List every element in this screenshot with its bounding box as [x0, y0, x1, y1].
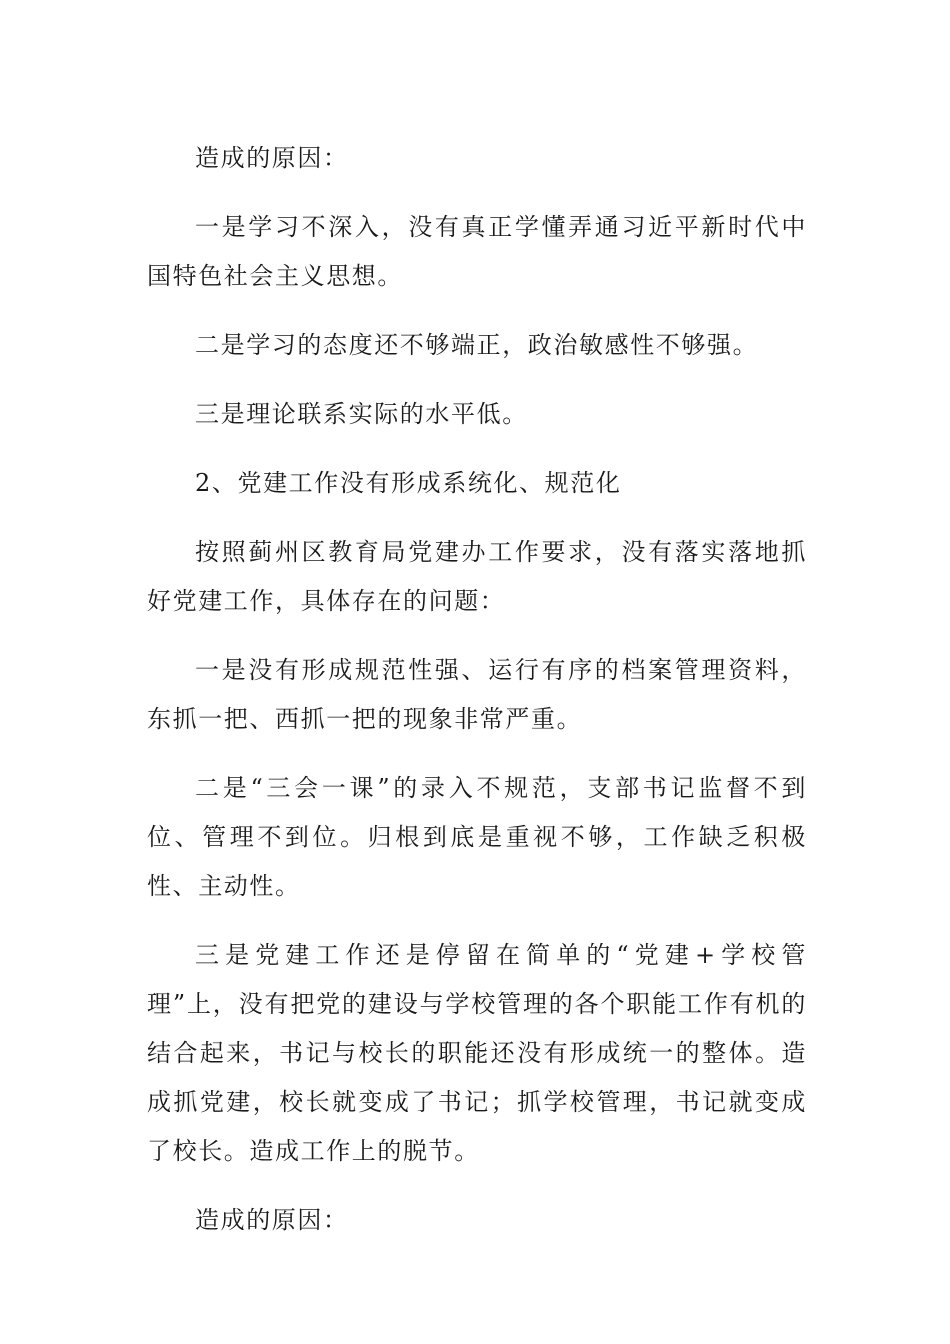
paragraph-cause-3: 三是理论联系实际的水平低。 — [195, 400, 528, 428]
paragraph-cause-1: 一是学习不深入，没有真正学懂弄通习近平新时代中国特色社会主义思想。 — [147, 213, 807, 290]
document-body — [147, 134, 807, 1245]
paragraph-problem-1: 一是没有形成规范性强、运行有序的档案管理资料，东抓一把、西抓一把的现象非常严重。 — [147, 656, 807, 733]
paragraph-problem-2: 二是“三会一课”的录入不规范，支部书记监督不到位、管理不到位。归根到底是重视不够，工作缺乏积极性、主动性。 — [147, 774, 807, 900]
paragraph-problem-3: 三是党建工作还是停留在简单的“党建+学校管理”上，没有把党的建设与学校管理的各个职能工作有机的结合起来，书记与校长的职能还没有形成统一的整体。造成抓党建，校长就变成了书记；抓学校管理，书记就变成了校长。造成工作上的脱节。 — [147, 941, 807, 1165]
paragraph-section-intro: 按照蓟州区教育局党建办工作要求，没有落实落地抓好党建工作，具体存在的问题： — [147, 538, 807, 615]
paragraph-cause-heading: 造成的原因： — [195, 144, 349, 172]
paragraph-cause-2: 二是学习的态度还不够端正，政治敏感性不够强。 — [195, 331, 759, 359]
paragraph-cause-heading-2: 造成的原因： — [195, 1206, 349, 1234]
section-heading-2: 2、党建工作没有形成系统化、规范化 — [195, 469, 622, 497]
